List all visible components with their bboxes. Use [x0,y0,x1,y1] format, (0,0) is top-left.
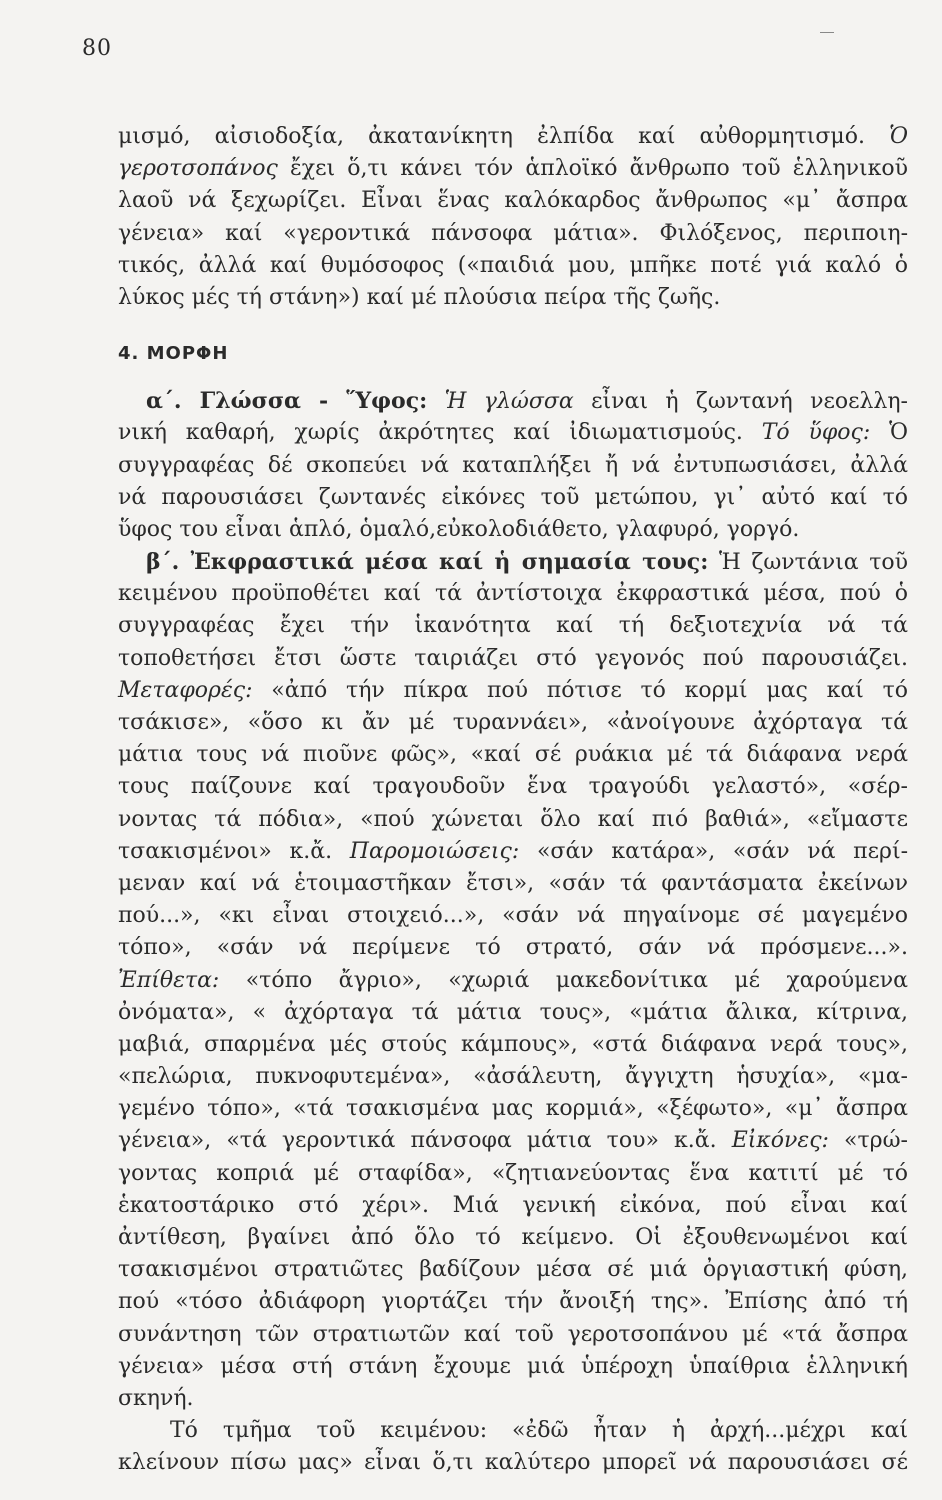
text-line: «πελώρια, πυκνοφυτεμένα», «ἀσάλευτη, ἄγγιχτη ἡσυχία», «μα- [118,1064,908,1090]
text-line: συγγραφέας δέ σκοπεύει νά καταπλήξει ἤ νά ἐντυπωσιάσει, ἀλλά [118,452,908,478]
text-line: λαοῦ νά ξεχωρίζει. Εἶναι ἕνας καλόκαρδος ἄνθρωπος «μ᾽ ἄσπρα [118,188,908,214]
text-line: κλείνουν πίσω μας» εἶναι ὅ,τι καλύτερο μπορεῖ νά παρουσιάσει σέ [118,1450,908,1476]
text-line: τόπο», «σάν νά περίμενε τό στρατό, σάν νά πρόσμενε...». [118,935,908,961]
text-line: μάτια τους νά πιοῦνε φῶς», «καί σέ ρυάκια μέ τά διάφανα νερά [118,742,908,768]
text-line: νά παρουσιάσει ζωντανές εἰκόνες τοῦ μετώπου, γι᾽ αὐτό καί τό [118,484,908,510]
text-line: πού «τόσο ἀδιάφορη γιορτάζει τήν ἄνοιξή της». Ἐπίσης ἀπό τή [118,1289,908,1315]
text-line: Ἐπίθετα: «τόπο ἄγριο», «χωριά μακεδονίτικα μέ χαρούμενα [118,967,908,993]
text-line: τσακισμένοι» κ.ἄ. Παρομοιώσεις: «σάν κατάρα», «σάν νά περί- [118,838,909,864]
text-line: μαβιά, σπαρμένα μές στούς κάμπους», «στά διάφανα νερά τους», [118,1031,908,1057]
text-line: νική καθαρή, χωρίς ἀκρότητες καί ἰδιωματισμούς. Τό ὕφος: Ὁ [118,420,908,446]
text-line: μεναν καί νά ἑτοιμαστῆκαν ἔτσι», «σάν τά φαντάσματα ἐκείνων [118,870,908,896]
text-line: τικός, ἀλλά καί θυμόσοφος («παιδιά μου, μπῆκε ποτέ γιά καλό ὁ [118,252,908,278]
section-heading: 4. ΜΟΡΦΗ [118,343,229,365]
text-line: ὀνόματα», « ἀχόρταγα τά μάτια τους», «μάτια ἄλικα, κίτρινα, [118,999,908,1025]
text-line: τσάκισε», «ὅσο κι ἄν μέ τυραννάει», «ἀνοίγουνε ἀχόρταγα τά [118,710,908,735]
subheading-expressive-means: β΄. Ἐκφραστικά μέσα καί ἡ σημασία τους: [146,549,709,576]
text-line: λύκος μές τή στάνη») καί μέ πλούσια πείρα τῆς ζωῆς. [118,284,721,310]
text-line: γένεια», «τά γεροντικά πάνσοφα μάτια του» κ.ἄ. Εἰκόνες: «τρώ- [118,1128,908,1154]
text-line: Μεταφορές: «ἀπό τήν πίκρα πού πότισε τό κορμί μας καί τό [118,677,908,703]
text-line: Τό τμῆμα τοῦ κειμένου: «ἐδῶ ἦταν ἡ ἀρχή...μέχρι καί [170,1418,908,1444]
text-line: ἑκατοστάρικο στό χέρι». Μιά γενική εἰκόνα, πού εἶναι καί [118,1192,908,1218]
text-line: γένεια» μέσα στή στάνη ἔχουμε μιά ὑπέροχη ὑπαίθρια ἑλληνική [118,1353,908,1379]
text-line: μισμό, αἰσιοδοξία, ἀκατανίκητη ἐλπίδα καί αὐθορμητισμό. Ὁ [118,124,908,149]
text-line: συνάντηση τῶν στρατιωτῶν καί τοῦ γεροτσοπάνου μέ «τά ἄσπρα [118,1321,908,1347]
subheading-language-style: α΄. Γλώσσα - Ὕφος: [146,388,428,415]
text-line: α΄. Γλώσσα - Ὕφος: Ἡ γλώσσα εἶναι ἡ ζωντανή νεοελλη- [146,388,908,415]
spacer [118,371,908,385]
text-line: τους παίζουνε καί τραγουδοῦν ἕνα τραγούδι γελαστό», «σέρ- [118,774,908,800]
text-line: τοποθετήσει ἔτσι ὥστε ταιριάζει στό γεγονός πού παρουσιάζει. [118,645,908,671]
text-line: νοντας τά πόδια», «πού χώνεται ὅλο καί πιό βαθιά», «εἴμαστε [118,806,908,832]
text-line: γένεια» καί «γεροντικά πάνσοφα μάτια». Φιλόξενος, περιποιη- [118,220,908,246]
text-line: κειμένου προϋποθέτει καί τά ἀντίστοιχα ἐκφραστικά μέσα, πού ὁ [118,581,908,607]
text-line: β΄. Ἐκφραστικά μέσα καί ἡ σημασία τους: Ἡ ζωντάνια τοῦ [146,549,908,576]
text-line: σκηνή. [118,1385,194,1411]
page-number: 80 [82,36,112,61]
text-line: γοντας κοπριά μέ σταφίδα», «ζητιανεύοντας ἕνα κατιτί μέ τό [118,1160,908,1186]
text-line: γεροτσοπάνος ἔχει ὅ,τι κάνει τόν ἁπλοϊκό ἄνθρωπο τοῦ ἑλληνικοῦ [118,156,908,182]
scan-mark [820,32,834,33]
text-line: τσακισμένοι στρατιῶτες βαδίζουν μέσα σέ μιά ὀργιαστική φύση, [118,1257,908,1283]
spacer [118,314,908,337]
text-line: πού...», «κι εἶναι στοιχειό...», «σάν νά πηγαίνομε σέ μαγεμένο [118,903,908,929]
page-body [118,121,908,1480]
text-line: ὕφος του εἶναι ἁπλό, ὁμαλό,εὐκολοδιάθετο, γλαφυρό, γοργό. [118,516,800,542]
text-line: γεμένο τόπο», «τά τσακισμένα μας κορμιά», «ξέφωτο», «μ᾽ ἄσπρα [118,1096,908,1122]
text-line: ἀντίθεση, βγαίνει ἀπό ὅλο τό κείμενο. Οἱ ἐξουθενωμένοι καί [118,1225,908,1250]
text-line: συγγραφέας ἔχει τήν ἱκανότητα καί τή δεξιοτεχνία νά τά [118,613,908,639]
